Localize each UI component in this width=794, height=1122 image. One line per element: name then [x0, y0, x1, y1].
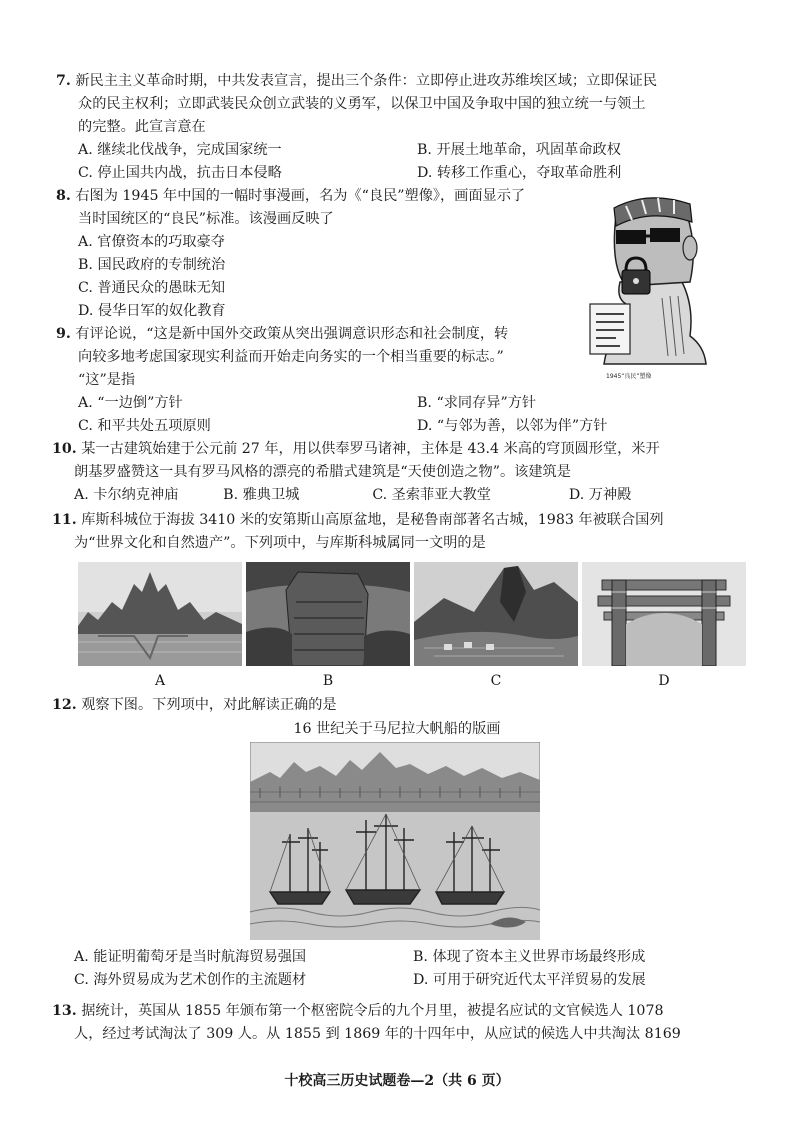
question-13 [52, 1000, 752, 1046]
question-11-line-1: 11. 库斯科城位于海拔 3410 米的安第斯山高原盆地，是秘鲁南部著名古城，1983 年被联合国列 [52, 512, 664, 528]
photo-label-c: C [490, 673, 502, 689]
option-a[interactable]: A. 官僚资本的巧取豪夺 [78, 234, 225, 250]
option-d[interactable]: D. 侵华日军的奴化教育 [78, 303, 226, 319]
question-12 [52, 694, 752, 717]
option-a[interactable]: A. “一边倒”方针 [78, 395, 183, 411]
option-a[interactable]: A. 卡尔纳克神庙 [74, 487, 179, 503]
option-b[interactable]: B. 国民政府的专制统治 [78, 257, 226, 273]
option-a[interactable]: A. 能证明葡萄牙是当时航海贸易强国 [74, 949, 307, 965]
question-10 [52, 438, 752, 507]
option-d[interactable]: D. 万神殿 [568, 487, 632, 503]
question-12-line-1: 12. 观察下图。下列项中，对此解读正确的是 [52, 697, 337, 713]
question-12-options-block [52, 946, 752, 992]
question-7-line-1: 7. 新民主主义革命时期，中共发表宣言，提出三个条件：立即停止进攻苏维埃区域；立即保证民 [56, 73, 658, 89]
cartoon-caption: 1945“良民”塑像 [606, 373, 652, 380]
question-8 [56, 185, 586, 323]
question-9 [56, 323, 756, 438]
question-number: 7. [56, 73, 71, 89]
question-10-line-2: 朗基罗盛赞这一具有罗马风格的漂亮的希腊式建筑是“天使创造之物”。该建筑是 [74, 464, 571, 480]
question-10-options [52, 484, 752, 507]
figure-title: 16 世纪关于马尼拉大帆船的版画 [293, 721, 501, 737]
option-b[interactable]: B. “求同存异”方针 [417, 395, 537, 411]
question-7-line-2: 众的民主权利；立即武装民众创立武装的义勇军，以保卫中国及争取中国的独立统一与领土 [78, 96, 646, 112]
option-c[interactable]: C. 普通民众的愚昧无知 [78, 280, 226, 296]
question-7-line-3: 的完整。此宣言意在 [78, 119, 206, 135]
photo-label-d: D [658, 673, 670, 689]
question-10-line-1: 10. 某一古建筑始建于公元前 27 年，用以供奉罗马诸神，主体是 43.4 米高的穹顶圆形堂，米开 [52, 441, 660, 457]
page-footer: 十校高三历史试题卷—2（共 6 页） [284, 1073, 510, 1089]
question-12-options [52, 946, 752, 992]
photo-label-a: A [154, 673, 166, 689]
question-9-options [56, 392, 756, 438]
question-11-line-2: 为“世界文化和自然遗产”。下列项中，与库斯科城属同一文明的是 [74, 535, 486, 551]
option-b[interactable]: B. 开展土地革命，巩固革命政权 [417, 142, 621, 158]
question-9-line-1: 9. 有评论说，“这是新中国外交政策从突出强调意识形态和社会制度，转 [56, 326, 509, 342]
manila-galleon-engraving [250, 742, 540, 940]
question-9-line-2: 向较多地考虑国家现实利益而开始走向务实的一个相当重要的标志。” [78, 349, 504, 365]
question-13-line-2: 人，经过考试淘汰了 309 人。从 1855 到 1869 年的十四年中，从应试的候选人中共淘汰 8169 [74, 1026, 681, 1042]
question-7-options [56, 139, 756, 185]
photo-label-b: B [322, 673, 334, 689]
option-b[interactable]: B. 雅典卫城 [223, 487, 300, 503]
option-c[interactable]: C. 圣索菲亚大教堂 [372, 487, 491, 503]
option-c[interactable]: C. 海外贸易成为艺术创作的主流题材 [74, 972, 307, 988]
option-a[interactable]: A. 继续北伐战争，完成国家统一 [78, 142, 282, 158]
question-8-line-2: 当时国统区的“良民”标准。该漫画反映了 [78, 211, 334, 227]
option-b[interactable]: B. 体现了资本主义世界市场最终形成 [413, 949, 646, 965]
option-d[interactable]: D. “与邻为善，以邻为伴”方针 [417, 418, 608, 434]
question-11-photos [78, 562, 742, 692]
option-c[interactable]: C. 停止国共内战，抗击日本侵略 [78, 165, 282, 181]
option-c[interactable]: C. 和平共处五项原则 [78, 418, 211, 434]
question-8-options [56, 231, 586, 323]
question-8-line-1: 8. 右图为 1945 年中国的一幅时事漫画，名为《“良民”塑像》，画面显示了 [56, 188, 526, 204]
question-9-line-3: “这”是指 [78, 372, 136, 388]
option-d[interactable]: D. 转移工作重心，夺取革命胜利 [417, 165, 622, 181]
question-11 [52, 509, 752, 555]
option-d[interactable]: D. 可用于研究近代太平洋贸易的发展 [413, 972, 646, 988]
question-13-line-1: 13. 据统计，英国从 1855 年颁布第一个枢密院令后的九个月里，被提名应试的文官候选人 1078 [52, 1003, 664, 1019]
question-7 [56, 70, 756, 185]
